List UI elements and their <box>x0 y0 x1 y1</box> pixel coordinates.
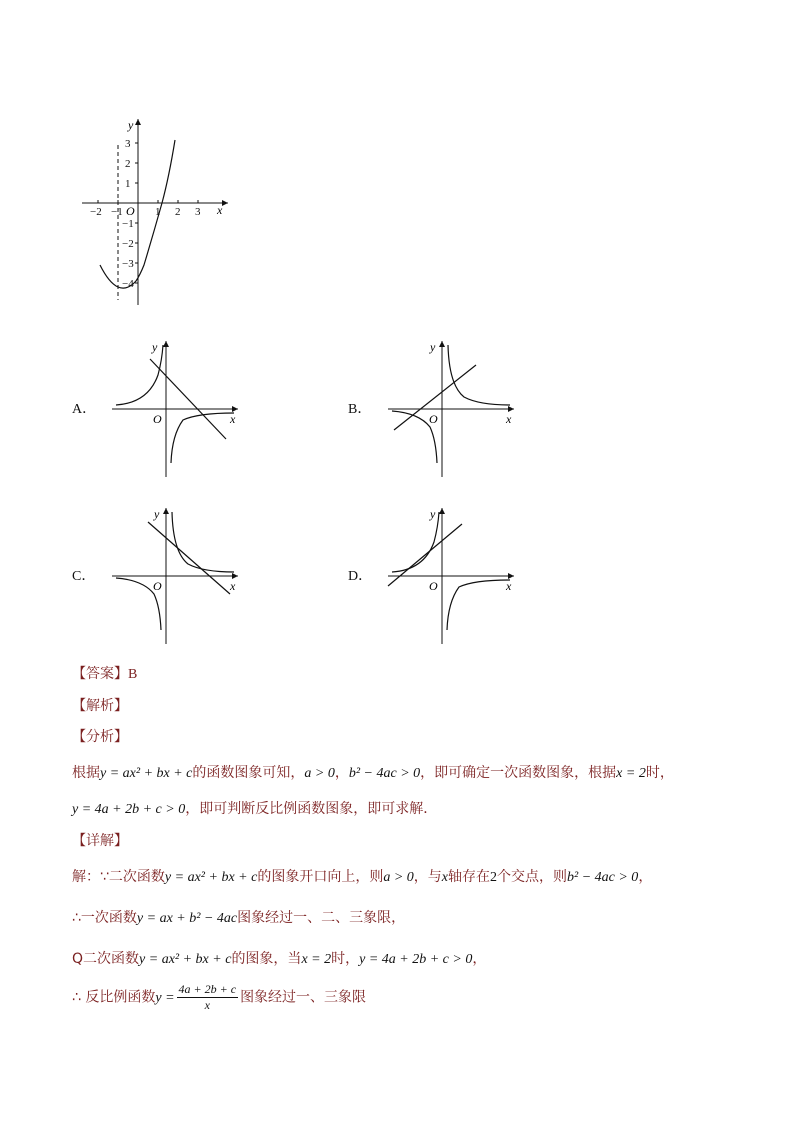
svg-text:O: O <box>429 579 438 593</box>
svg-text:O: O <box>153 579 162 593</box>
option-d-label: D． <box>348 569 373 584</box>
answer-line <box>72 663 137 683</box>
answer-value: B <box>128 667 138 682</box>
svg-text:y: y <box>430 340 436 354</box>
origin-label: O <box>126 204 135 218</box>
y-tick-neg4: −4 <box>122 278 134 290</box>
y-tick-neg1: −1 <box>122 218 134 230</box>
option-b-graph <box>384 335 524 480</box>
option-a-graph <box>108 335 248 480</box>
option-c-graph <box>108 502 248 647</box>
fenxi-line-2: y = 4a + 2b + c > 0，即可判断反比例函数图象，即可求解． <box>72 801 438 817</box>
option-c-label: C． <box>72 569 96 584</box>
answer-tag: 【答案】 <box>72 666 128 682</box>
option-a-label: A． <box>72 402 97 417</box>
parabola-graph <box>78 115 238 310</box>
x-tick-1: 1 <box>155 206 161 218</box>
svg-text:O: O <box>429 412 438 426</box>
option-d-graph <box>384 502 524 647</box>
detail-line-3: Q二次函数y = ax² + bx + c的图象，当x = 2时，y = 4a + 2b + c > 0， <box>72 951 487 967</box>
y-tick-1: 1 <box>125 178 131 190</box>
x-tick-3: 3 <box>195 206 201 218</box>
y-tick-3: 3 <box>125 138 131 150</box>
svg-text:x: x <box>506 579 512 593</box>
x-tick-neg2: −2 <box>90 206 102 218</box>
svg-text:O: O <box>153 412 162 426</box>
svg-text:y: y <box>154 507 160 521</box>
detail-line-1: 解：∵二次函数y = ax² + bx + c的图象开口向上，则a > 0，与x轴存在2个交点，则b² − 4ac > 0， <box>72 869 653 885</box>
analysis-tag: 【解析】 <box>72 698 128 714</box>
fenxi-tag: 【分析】 <box>72 729 128 745</box>
x-tick-2: 2 <box>175 206 181 218</box>
svg-text:y: y <box>430 507 436 521</box>
fraction: $\frac{4a + 2b + c}{x}$ <box>178 982 237 1012</box>
svg-text:x: x <box>506 412 512 426</box>
svg-text:y: y <box>152 340 158 354</box>
svg-text:x: x <box>230 579 236 593</box>
detail-line-4: ∴ 反比例函数y = $\frac{4a + 2b + c}{x}$ 图象经过一、三象限 <box>72 982 367 1012</box>
x-axis-label: x <box>217 203 223 217</box>
y-tick-neg2: −2 <box>122 238 134 250</box>
y-tick-2: 2 <box>125 158 131 170</box>
x-tick-neg1: −1 <box>111 206 123 218</box>
y-axis-label: y <box>128 118 134 132</box>
detail-line-2: ∴一次函数y = ax + b² − 4ac图象经过一、二、三象限， <box>72 910 406 926</box>
detail-tag: 【详解】 <box>72 833 128 849</box>
fenxi-line-1: 根据y = ax² + bx + c的函数图象可知，a > 0，b² − 4ac > 0，即可确定一次函数图象，根据x = 2时， <box>72 765 674 781</box>
option-b-label: B． <box>348 402 372 417</box>
svg-text:x: x <box>230 412 236 426</box>
y-tick-neg3: −3 <box>122 258 134 270</box>
